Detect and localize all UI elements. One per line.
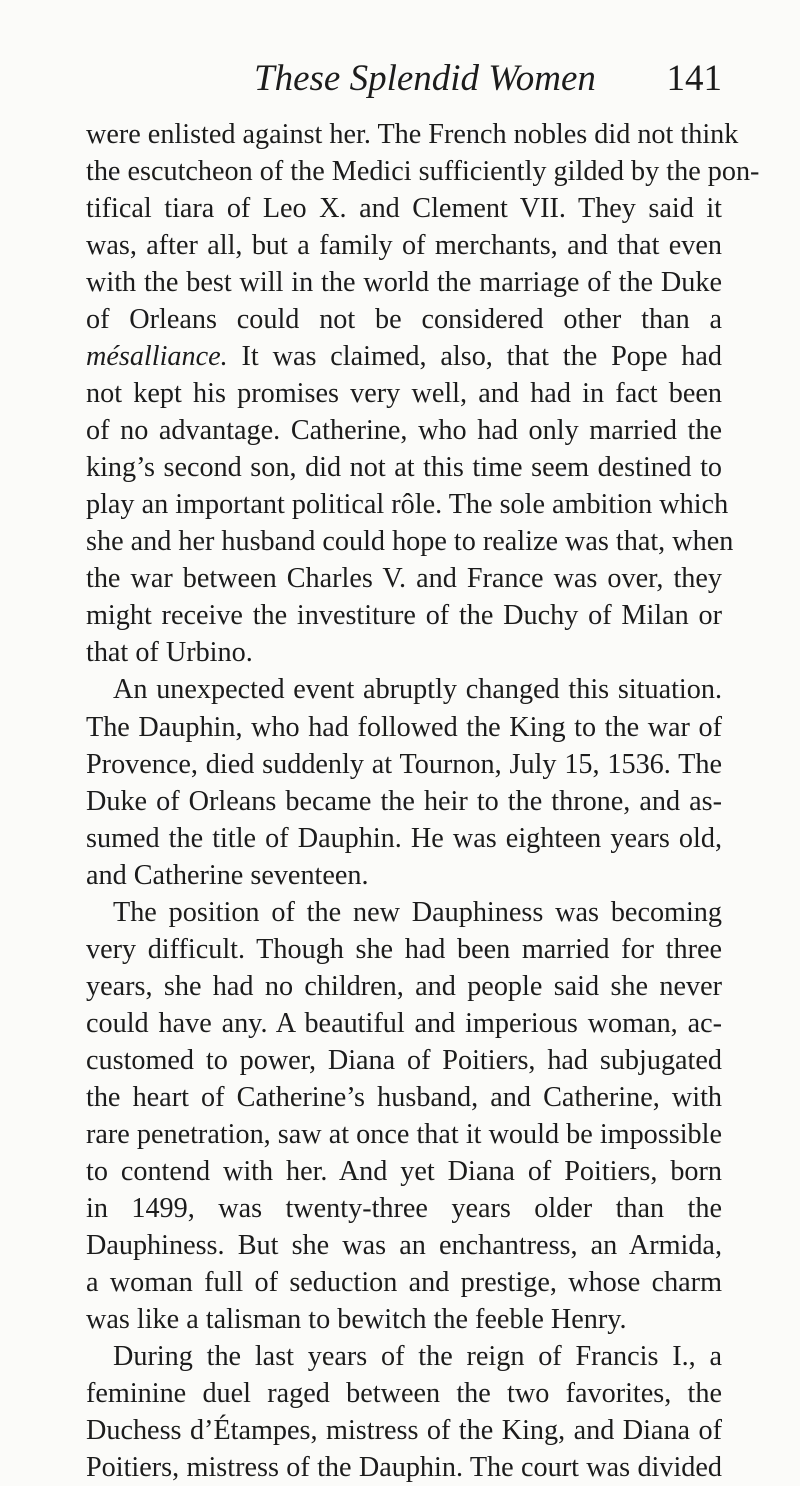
text-line: Provence, died suddenly at Tournon, July 15, 1536. The: [86, 748, 722, 780]
running-title: These Splendid Women: [254, 58, 596, 99]
text-line: play an important political rôle. The sole ambition which: [86, 489, 729, 521]
text-line: very difficult. Though she had been married for three: [86, 933, 722, 965]
text-line: Duchess d’Étampes, mistress of the King, and Diana of: [86, 1415, 722, 1447]
body-text: [86, 116, 760, 1486]
text-line: might receive the investiture of the Duchy of Milan or: [86, 600, 722, 632]
text-line: years, she had no children, and people said she never: [86, 970, 722, 1002]
text-line: of Orleans could not be considered other than a: [86, 304, 722, 336]
paragraph-start-line: During the last years of the reign of Francis I., a: [113, 1341, 722, 1373]
text-line: feminine duel raged between the two favorites, the: [86, 1378, 722, 1410]
text-line: rare penetration, saw at once that it would be impossible: [86, 1118, 722, 1150]
text-line: tifical tiara of Leo X. and Clement VII. They said it: [86, 193, 722, 225]
text-line: of no advantage. Catherine, who had only married the: [86, 415, 722, 447]
text-line: the escutcheon of the Medici sufficiently gilded by the pon-: [86, 156, 760, 188]
text-line: The Dauphin, who had followed the King to the war of: [86, 711, 722, 743]
text-line: to contend with her. And yet Diana of Poitiers, born: [86, 1155, 722, 1187]
text-line: she and her husband could hope to realize was that, when: [86, 526, 734, 558]
text-line: Poitiers, mistress of the Dauphin. The court was divided: [86, 1452, 722, 1484]
text-line: the heart of Catherine’s husband, and Catherine, with: [86, 1081, 722, 1113]
text-line: king’s second son, did not at this time seem destined to: [86, 452, 722, 484]
text-line: Dauphiness. But she was an enchantress, an Armida,: [86, 1229, 722, 1261]
text-line: not kept his promises very well, and had in fact been: [86, 378, 722, 410]
paragraph-end-line: and Catherine seventeen.: [86, 859, 369, 891]
page-header: [86, 56, 722, 106]
italic-word: mésalliance.: [86, 341, 228, 373]
text-line: a woman full of seduction and prestige, whose charm: [86, 1266, 722, 1298]
page-number: 141: [666, 58, 722, 99]
text-line: the war between Charles V. and France was over, they: [86, 563, 722, 595]
text-line: could have any. A beautiful and imperious woman, ac-: [86, 1007, 722, 1039]
text-line: in 1499, was twenty-three years older than the: [86, 1192, 722, 1224]
paragraph-end-line: was like a talisman to bewitch the feeble Henry.: [86, 1304, 627, 1335]
text-line: customed to power, Diana of Poitiers, had subjugated: [86, 1044, 722, 1076]
paragraph-start-line: An unexpected event abruptly changed this situation.: [113, 674, 722, 706]
text-line: sumed the title of Dauphin. He was eighteen years old,: [86, 822, 722, 854]
text-line-with-italic: [86, 338, 722, 375]
text-line: with the best will in the world the marriage of the Duke: [86, 267, 722, 299]
text-line-remainder: It was claimed, also, that the Pope had: [227, 341, 722, 373]
paragraph-end-line: that of Urbino.: [86, 637, 253, 669]
text-line: were enlisted against her. The French nobles did not think: [86, 119, 739, 150]
text-line: was, after all, but a family of merchants, and that even: [86, 230, 722, 262]
text-line: Duke of Orleans became the heir to the throne, and as-: [86, 785, 722, 817]
paragraph-start-line: The position of the new Dauphiness was becoming: [113, 896, 722, 928]
